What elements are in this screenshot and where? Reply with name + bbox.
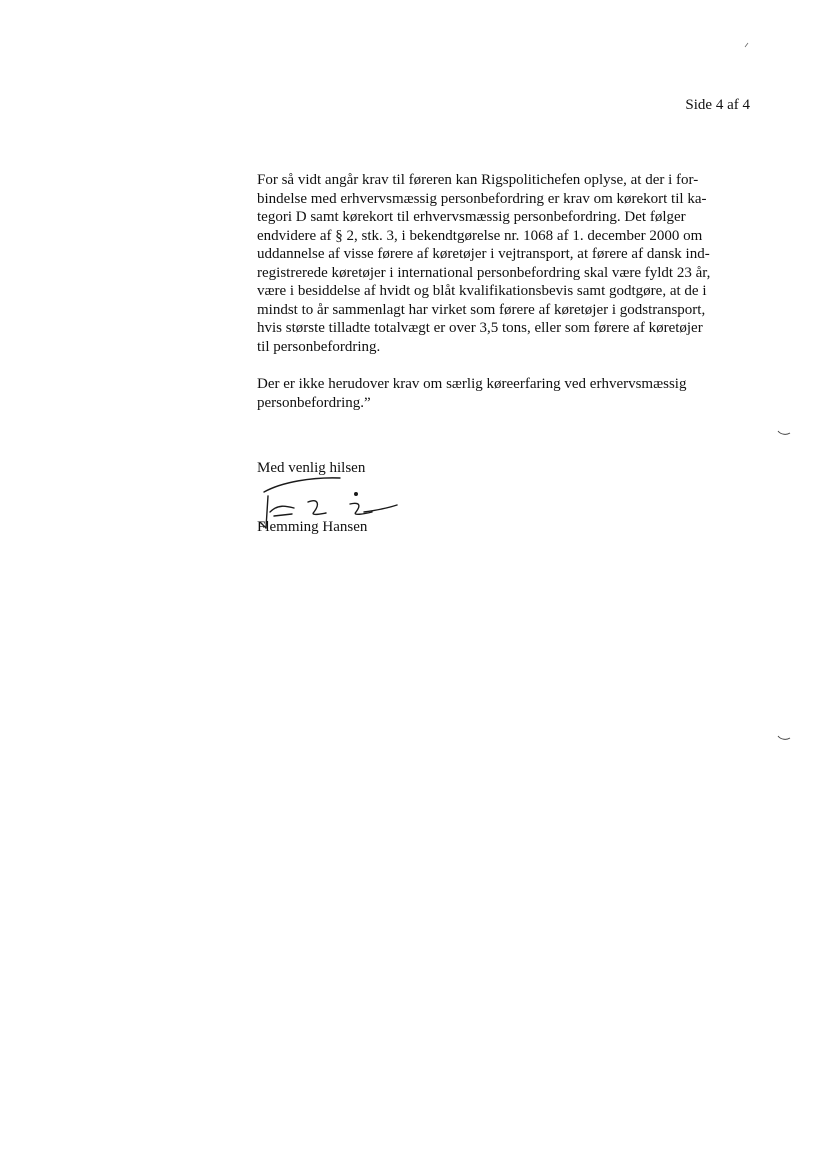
paragraph-1 bbox=[257, 171, 757, 356]
closing-greeting: Med venlig hilsen bbox=[257, 460, 366, 476]
text-line: For så vidt angår krav til føreren kan Rigspolitichefen oplyse, at der i for- bbox=[257, 172, 699, 188]
text-line: hvis største tilladte totalvægt er over 3,5 tons, eller som førere af køretøjer bbox=[257, 320, 703, 337]
letter-body bbox=[257, 171, 757, 412]
text-line: endvidere af § 2, stk. 3, i bekendtgørelse nr. 1068 af 1. december 2000 om bbox=[257, 227, 703, 244]
handwritten-signature bbox=[252, 472, 402, 534]
text-line: mindst to år sammenlagt har virket som førere af køretøjer i godstransport, bbox=[257, 301, 706, 318]
paragraph-gap bbox=[257, 356, 757, 375]
scan-artifact bbox=[744, 42, 750, 48]
paragraph-2 bbox=[257, 375, 757, 412]
text-line: være i besiddelse af hvidt og blåt kvalifikationsbevis samt godtgøre, at de i bbox=[257, 283, 707, 300]
text-line: tegori D samt kørekort til erhvervsmæssig personbefordring. Det følger bbox=[257, 209, 686, 226]
text-line: registrerede køretøjer i international personbefordring skal være fyldt 23 år, bbox=[257, 264, 711, 281]
text-line: til personbefordring. bbox=[257, 338, 381, 355]
text-line: bindelse med erhvervsmæssig personbefordring er krav om kørekort til ka- bbox=[257, 190, 707, 207]
page-number: Side 4 af 4 bbox=[685, 97, 750, 113]
text-line: uddannelse af visse førere af køretøjer i vejtransport, at førere af dansk ind- bbox=[257, 246, 710, 263]
text-line: Der er ikke herudover krav om særlig køreerfaring ved erhvervsmæssig bbox=[257, 375, 687, 392]
scan-artifact bbox=[777, 734, 791, 742]
scan-artifact bbox=[777, 429, 791, 437]
text-line: personbefordring.” bbox=[257, 394, 371, 411]
signer-name: Flemming Hansen bbox=[257, 519, 368, 535]
